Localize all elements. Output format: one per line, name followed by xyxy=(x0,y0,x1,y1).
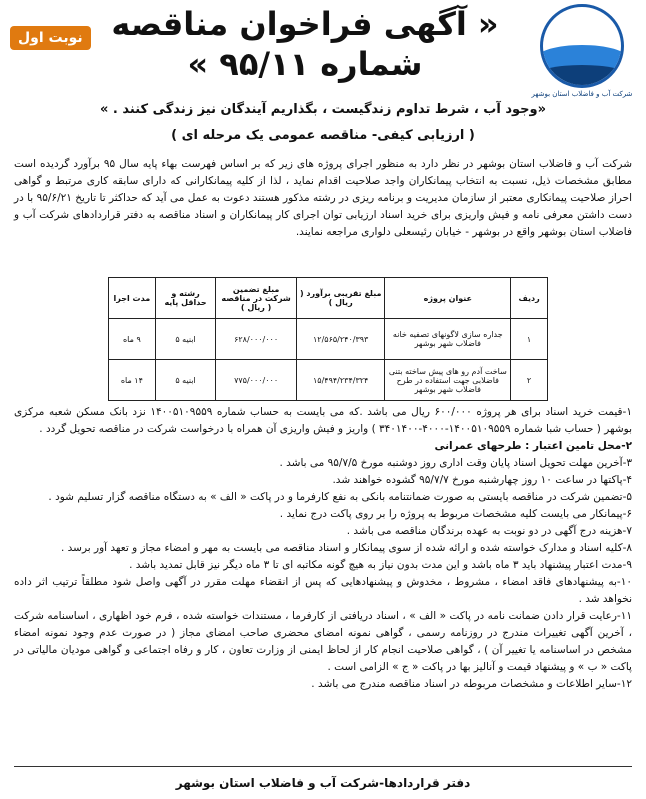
table-row xyxy=(109,319,548,360)
list-item: ۳-آخرین مهلت تحویل اسناد پایان وقت اداری روز دوشنبه مورخ ۹۵/۷/۵ می باشد . xyxy=(279,457,632,469)
table-header-row xyxy=(109,278,548,319)
list-item: ۷-هزینه درج آگهی در دو نوبت به عهده برندگان مناقصه می باشد . xyxy=(346,525,632,537)
list-item: ۹-مدت اعتبار پیشنهاد باید ۳ ماه باشد و این مدت بدون نیاز به هیچ گونه مکاتبه ای تا ۳ ماه دیگر نیز قابل تمدید باشد . xyxy=(129,559,632,571)
list-item: ۶-پیمانکار می بایست کلیه مشخصات مربوط به پروژه را بر روی پاکت درج نماید . xyxy=(279,508,632,520)
company-logo xyxy=(526,4,638,98)
intro-paragraph: شرکت آب و فاضلاب استان بوشهر در نظر دارد به منظور اجرای پروژه های زیر که بر اساس فهرست بهاء پایه سال ۹۵ برآورد گردیده است مطابق مشخصات ذیل، نسبت به انتخاب پیمانکاران واجد صلاحیت اقدام نماید ، لذا از کلیه پیمانکارانی که دارای سابقه کاری مرتبط و گواهی احراز صلاحیت پیمانکاری معتبر از سازمان مدیریت و برنامه ریزی در رشته مذکور هستند دعوت به عمل می آید که حداکثر تا تاریخ ۹۵/۶/۲۱ با در دست داشتن معرفی نامه و فیش واریزی برای خرید اسناد ارزیابی توان اجرای کار پیمانکاران و اسناد مناقصه به دفتر قراردادهای شرکت آب و فاضلاب استان بوشهر واقع در بوشهر - خیابان رئیسعلی دلواری مراجعه نمایند. xyxy=(14,158,633,238)
conditions-list xyxy=(14,404,632,693)
cell-row-number: ۱ xyxy=(511,319,548,360)
table-row xyxy=(109,360,548,401)
col-duration: مدت اجرا xyxy=(109,278,156,319)
footer-signature: دفتر قراردادها-شرکت آب و فاضلاب استان بوشهر xyxy=(175,776,471,790)
logo-caption: شرکت آب و فاضلاب استان بوشهر xyxy=(531,90,633,98)
col-project-title: عنوان پروژه xyxy=(385,278,511,319)
cell-estimate: ۱۵/۴۹۴/۲۳۴/۳۲۴ xyxy=(296,360,385,401)
col-estimate: مبلغ تقریبی برآورد ( ریال ) xyxy=(296,278,385,319)
list-item: ۱۲-سایر اطلاعات و مشخصات مربوطه در اسناد مناقصه مندرج می باشد . xyxy=(311,678,632,690)
col-row-number: ردیف xyxy=(511,278,548,319)
list-item: ۵-تضمین شرکت در مناقصه بایستی به صورت ضمانتنامه بانکی به نفع کارفرما و در پاکت « الف » به دستگاه مناقصه گزار تسلیم شود . xyxy=(48,491,632,503)
col-grade: رشته و حداقل پایه xyxy=(155,278,216,319)
projects-table xyxy=(108,277,548,401)
col-guarantee: مبلغ تضمین شرکت در مناقصه ( ریال ) xyxy=(216,278,297,319)
cell-estimate: ۱۲/۵۶۵/۲۴۰/۳۹۳ xyxy=(296,319,385,360)
cell-grade: ابنیه ۵ xyxy=(155,319,216,360)
cell-project-title: جداره سازی لاگونهای تصفیه خانه فاضلاب شهر بوشهر xyxy=(385,319,511,360)
subtitle: ( ارزیابی کیفی- مناقصه عمومی یک مرحله ای ) xyxy=(171,128,475,143)
list-item: ۲-محل تامین اعتبار : طرحهای عمرانی xyxy=(434,440,632,452)
notice-title xyxy=(92,4,518,84)
list-item: ۱-قیمت خرید اسناد برای هر پروژه ۶۰۰/۰۰۰ ریال می باشد .که می بایست به حساب شماره ۱۴۰۰۵۱۰۹۵۵۹ نزد بانک مسکن شعبه مرکزی بوشهر ( حساب شبا شماره ۱۴۰۰۵۱۰۹۵۵۹-۴۰۰۰-۳۴۰۱۴۰۰ ) واریز و فیش واریزی آن همراه با درخواست شرکت در مناقصه تحویل گردد . xyxy=(14,406,632,435)
cell-guarantee: ۷۷۵/۰۰۰/۰۰۰ xyxy=(216,360,297,401)
slogan: «وجود آب ، شرط تداوم زندگیست ، بگذاریم آیندگان نیز زندگی کنند . » xyxy=(100,102,546,117)
cell-grade: ابنیه ۵ xyxy=(155,360,216,401)
edition-badge: نوبت اول xyxy=(10,26,91,50)
title-line-2: شماره ۹۵/۱۱ » xyxy=(187,45,423,83)
cell-row-number: ۲ xyxy=(511,360,548,401)
title-line-1: « آگهی فراخوان مناقصه xyxy=(111,5,499,43)
water-drop-icon xyxy=(540,4,624,88)
footer-divider xyxy=(14,766,632,767)
cell-guarantee: ۶۲۸/۰۰۰/۰۰۰ xyxy=(216,319,297,360)
list-item: ۸-کلیه اسناد و مدارک خواسته شده و ارائه شده از سوی پیمانکار و اسناد مناقصه می بایست به مهر و امضاء مجاز و تعهد آور برسد . xyxy=(60,542,632,554)
list-item: ۱۱-رعایت قرار دادن ضمانت نامه در پاکت « الف » ، اسناد دریافتی از کارفرما ، مستندات خواسته شده ، فرم خود اظهاری ، اساسنامه شرکت ، آخرین آگهی تغییرات مندرج در روزنامه رسمی ، گواهی نمونه امضای محضری صاحب امضای مجاز ( در صورت عدم وجود نمونه امضاء مشخص در اساسنامه یا تغییر آن ) ، گواهی صلاحیت انجام کار از لحاظ ایمنی از وزارت تعاون ، کار و رفاه اجتماعی و گواهی مودیان مالیاتی در پاکت « ب » و پیشنهاد قیمت و آنالیز بها در پاکت « ج » الزامی است . xyxy=(14,610,632,673)
list-item: ۴-پاکتها در ساعت ۱۰ روز چهارشنبه مورخ ۹۵/۷/۷ گشوده خواهند شد. xyxy=(332,474,632,486)
cell-duration: ۹ ماه xyxy=(109,319,156,360)
list-item: ۱۰-به پیشنهادهای فاقد امضاء ، مشروط ، مخدوش و پیشنهادهایی که پس از انقضاء مهلت مقرر در آگهی واصل شود مطلقاً ترتیب اثر داده نخواهد شد . xyxy=(14,576,632,605)
cell-duration: ۱۴ ماه xyxy=(109,360,156,401)
cell-project-title: ساخت آدم رو های پیش ساخته بتنی فاضلابی جهت استفاده در طرح فاضلاب شهر بوشهر xyxy=(385,360,511,401)
